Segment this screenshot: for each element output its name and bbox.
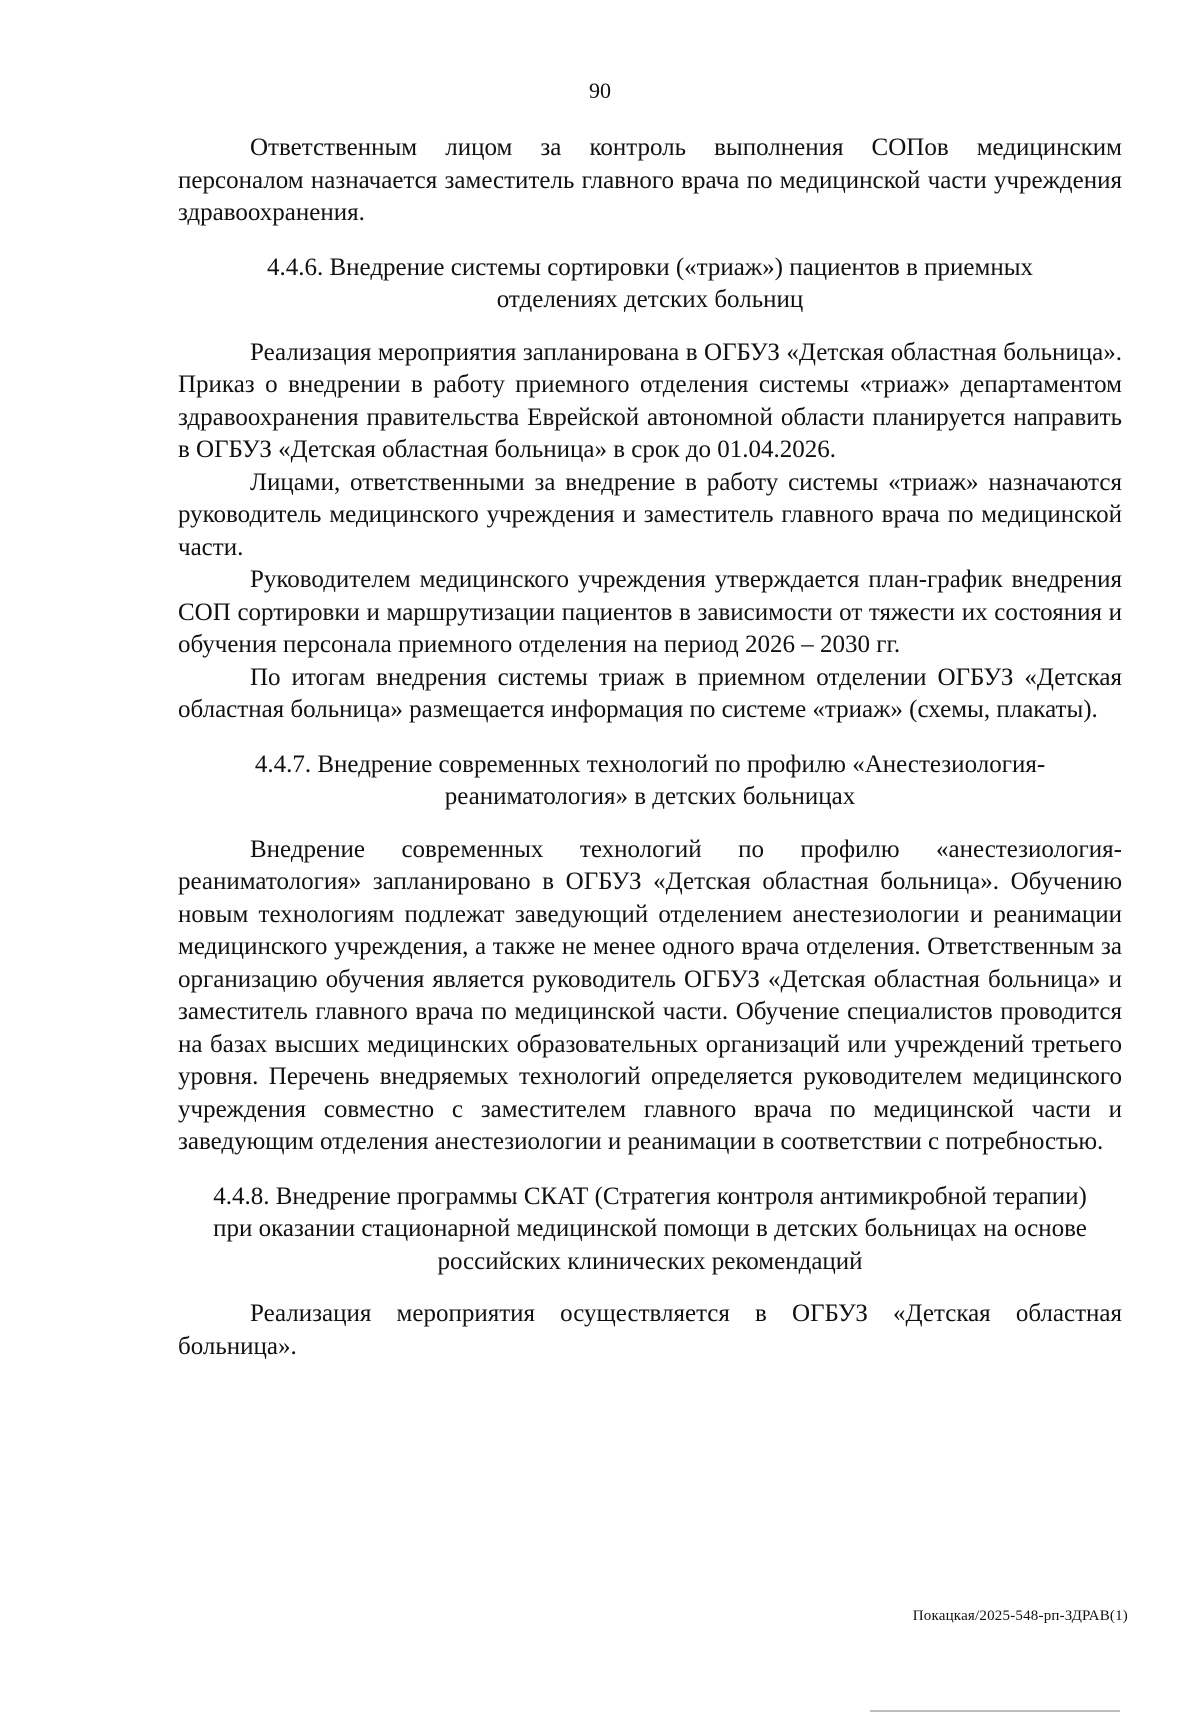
document-registration-code: Покацкая/2025-548-рп-ЗДРАВ(1) [912,1608,1128,1624]
intro-paragraph: Ответственным лицом за контроль выполнения СОПов медицинским персоналом назначается заместитель главного врача по медицинской части учреждения здравоохранения. [178,134,1122,226]
section-4-4-6-paragraph-4: По итогам внедрения системы триаж в приемном отделении ОГБУЗ «Детская областная больница» размещается информация по системе «триаж» (схемы, плакаты). [178,663,1122,723]
document-body [178,132,1122,1363]
section-4-4-8-paragraph-1: Реализация мероприятия осуществляется в ОГБУЗ «Детская областная больница». [178,1300,1122,1360]
section-4-4-6-paragraph-2: Лицами, ответственными за внедрение в работу системы «триаж» назначаются руководитель медицинского учреждения и заместитель главного врача по медицинской части. [178,468,1122,561]
section-4-4-6-paragraph-3: Руководителем медицинского учреждения утверждается план-график внедрения СОП сортировки и маршрутизации пациентов в зависимости от тяжести их состояния и обучения персонала приемного отделения на период 2026 – 2030 гг. [178,566,1122,658]
section-4-4-6-paragraph-1: Реализация мероприятия запланирована в ОГБУЗ «Детская областная больница». Приказ о внедрении в работу приемного отделения системы «триаж» департаментом здравоохранения правительства Еврейской автономной области планируется направить в ОГБУЗ «Детская областная больница» в срок до 01.04.2026. [178,338,1122,463]
section-4-4-7-paragraph-1: Внедрение современных технологий по профилю «анестезиология-реаниматология» запланировано в ОГБУЗ «Детская областная больница». Обучению новым технологиям подлежат заведующий отделением анестезиологии и реанимации медицинского учреждения, а также не менее одного врача отделения. Ответственным за организацию обучения является руководитель ОГБУЗ «Детская областная больница» и заместитель главного врача по медицинской части. Обучение специалистов проводится на базах высших медицинских образовательных организаций или учреждений третьего уровня. Перечень внедряемых технологий определяется руководителем медицинского учреждения совместно с заместителем главного врача по медицинской части и заведующим отделения анестезиологии и реанимации в соответствии с потребностью. [178,835,1122,1155]
section-heading-4-4-8: 4.4.8. Внедрение программы СКАТ (Стратегия контроля антимикробной терапии) при оказании стационарной медицинской помощи в детских больницах на основе российских клинических рекомендаций [213,1182,1087,1275]
page-number: 90 [589,78,611,103]
section-heading-4-4-6: 4.4.6. Внедрение системы сортировки («триаж») пациентов в приемных отделениях детских больниц [267,253,1033,313]
section-heading-4-4-7: 4.4.7. Внедрение современных технологий по профилю «Анестезиология-реаниматология» в детских больницах [254,750,1046,810]
